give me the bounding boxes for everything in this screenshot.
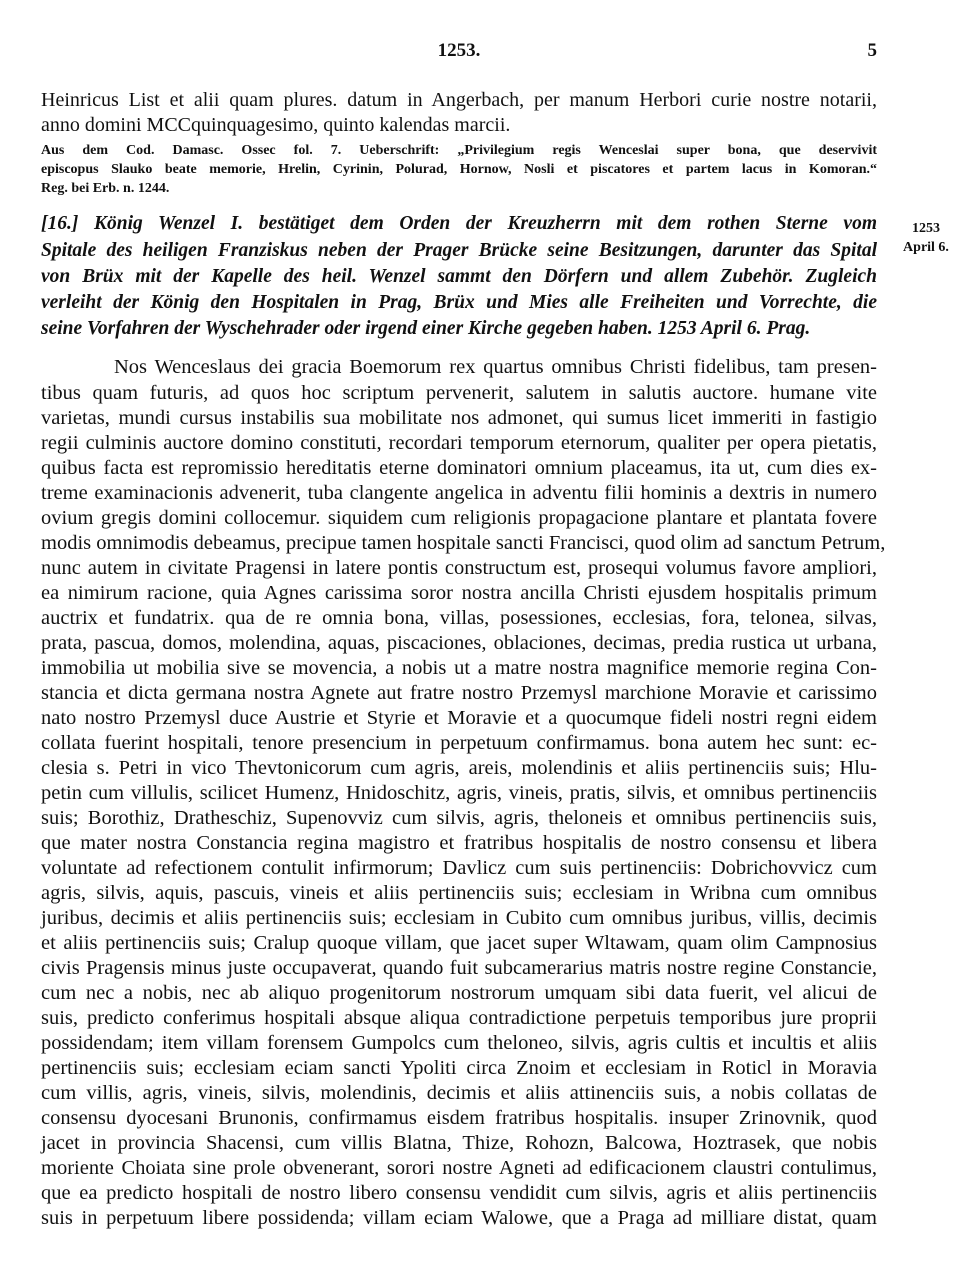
body-line: modis omnimodis debeamus, precipue tamen hospitale sancti Francisci, quod olim ad sanctum Petrum, — [41, 532, 886, 554]
body-line: cum nec a nobis, nec ab aliquo progenitorum nostrorum umquam sibi data fuerit, vel alicui de — [41, 982, 877, 1004]
body-line: immobilia ut mobilia sive se movencia, a nobis ut a matre nostra magnifice memorie regina Con- — [41, 657, 877, 679]
body-line: et aliis pertinenciis suis; Cralup quoque villam, que jacet super Wltawam, quam olim Campnosius — [41, 932, 877, 954]
body-line: tibus quam futuris, ad quos hoc scriptum pervenerit, salutem in salutis auctore. humane vite — [41, 382, 877, 404]
note-line: Reg. bei Erb. n. 1244. — [41, 181, 170, 196]
rubric-line: verleiht der König den Hospitalen in Prag, Brüx und Mies alle Freiheiten und Vorrechte, die — [41, 292, 877, 313]
text-line: anno domini MCCquinquagesimo, quinto kalendas marcii. — [41, 114, 511, 136]
body-line: voluntate ad refectionem contulit infirmorum; Davlicz cum suis pertinenciis: Dobrichovvicz cum — [41, 857, 877, 879]
body-line: consensu dyocesani Brunonis, confirmamus eisdem fratribus hospitalis. insuper Zrinovnik, quod — [41, 1107, 877, 1129]
body-line: clesia s. Petri in vico Thevtonicorum cum agris, areis, molendinis et aliis pertinenciis suis; Hlu- — [41, 757, 877, 779]
body-line: que mater nostra Constancia regina magistro et fratribus hospitalis de nostro consensu et libera — [41, 832, 877, 854]
rubric-line: von Brüx mit der Kapelle des heil. Wenzel sammt den Dörfern und allem Zubehör. Zugleich — [41, 266, 877, 287]
body-line: petin cum villulis, scilicet Humenz, Hnidoschitz, agris, vineis, pratis, silvis, et omnibus pertinenciis — [41, 782, 877, 804]
body-line: cum villis, agris, vineis, silvis, molendinis, decimis et aliis attinenciis suis, a nobis collatas de — [41, 1082, 877, 1104]
body-line: suis in perpetuum libere possidenda; villam eciam Walowe, que a Praga ad milliare distat, quam — [41, 1207, 877, 1229]
body-line: nato nostro Przemysl duce Austrie et Styrie et Moravie et a quocumque fideli nostri regni eidem — [41, 707, 877, 729]
body-line: auctrix et fundatrix. qua de re omnia bona, villas, posessiones, ecclesias, fora, telonea, silvas, — [41, 607, 877, 629]
body-line: juribus, decimis et aliis pertinenciis suis; ecclesiam in Cubito cum omnibus juribus, villis, decimis — [41, 907, 877, 929]
body-line: nunc autem in civitate Pragensi in latere pontis constructum est, prosequi volumus favore ampliori, — [41, 557, 877, 579]
body-line: ovium gregis domini collocemur. siquidem cum religionis propagacione plantare et plantata fovere — [41, 507, 877, 529]
margin-date-year: 1253 — [912, 221, 940, 236]
rubric-line: [16.] König Wenzel I. bestätiget dem Orden der Kreuzherrn mit dem rothen Sterne vom — [41, 213, 877, 234]
body-line: possidendam; item villam forensem Gumpolcs cum theloneo, silvis, agris cultis et incultis et aliis — [41, 1032, 877, 1054]
body-line: suis, predicto conferimus hospitali absque aliqua contradictione perpetuis temporibus jure proprii — [41, 1007, 877, 1029]
body-line: prata, pascua, domos, molendina, aquas, piscaciones, oblaciones, decimas, predia rustica ut urbana, — [41, 632, 877, 654]
body-line: Nos Wenceslaus dei gracia Boemorum rex quartus omnibus Christi fidelibus, tam presen- — [114, 356, 877, 378]
body-line: regii culminis auctore domino constituti, recordari temporum eternorum, qualiter per opera pietatis, — [41, 432, 877, 454]
body-line: moriente Choiata sine prole obvenerant, sorori nostre Agneti ad edificacionem claustri contulimus, — [41, 1157, 877, 1179]
running-head — [41, 40, 877, 68]
body-line: quibus facta est repromissio hereditatis eterne dominatori omnium placeamus, ita ut, cum dies ex- — [41, 457, 877, 479]
note-line: Aus dem Cod. Damasc. Ossec fol. 7. Ueberschrift: „Privilegium regis Wenceslai super bona, que deservivit — [41, 143, 877, 158]
body-line: civis Pragensis minus juste occupaverat, quando fuit subcamerarius matris nostre regine Constancie, — [41, 957, 877, 979]
page-number: 5 — [867, 40, 877, 61]
rubric-line: Spitale des heiligen Franziskus neben der Prager Brücke seine Besitzungen, darunter das Spital — [41, 240, 877, 261]
note-line: episcopus Slauko beate memorie, Hrelin, Cyrinin, Polurad, Hornow, Nosli et piscatores et partem lacus in Komoran.“ — [41, 162, 877, 177]
body-line: pertinenciis suis; ecclesiam eciam sancti Ypoliti circa Znoim et ecclesiam in Roticl in Moravia — [41, 1057, 877, 1079]
body-line: ea nimirum racione, quia Agnes carissima soror nostra ancilla Christi ejusdem hospitalis primum — [41, 582, 877, 604]
body-line: treme examinacionis advenerit, tuba clangente angelica in adventu filii hominis a dextris in numero — [41, 482, 877, 504]
rubric-line: seine Vorfahren der Wyschehrader oder irgend einer Kirche gegeben haben. 1253 April 6. Prag. — [41, 318, 811, 339]
margin-date — [896, 219, 956, 257]
body-line: varietas, mundi cursus instabilis sua mobilitate nos admonet, qui sumus licet immeriti in fastigio — [41, 407, 877, 429]
body-line: agris, silvis, aquis, pascuis, vineis et aliis pertinenciis suis; ecclesiam in Wribna cum omnibus — [41, 882, 877, 904]
header-year: 1253. — [437, 40, 481, 61]
body-line: stancia et dicta germana nostra Agnete aut fratre nostro Przemysl marchione Moravie et carissimo — [41, 682, 877, 704]
body-line: suis; Borothiz, Dratheschiz, Supenovviz cum silvis, agris, theloneis et omnibus pertinenciis suis, — [41, 807, 877, 829]
text-line: Heinricus List et alii quam plures. datum in Angerbach, per manum Herbori curie nostre notarii, — [41, 89, 877, 111]
body-line: que ea predicto hospitali de nostro libero consensu vendidit cum silvis, agris et aliis pertinenciis — [41, 1182, 877, 1204]
margin-date-day: April 6. — [903, 240, 949, 255]
body-line: collata fuerint hospitali, tenore presencium in perpetuum confirmamus. bona autem hec sunt: ec- — [41, 732, 877, 754]
body-line: jacet in provincia Shacensi, cum villis Blatna, Thize, Rohozn, Balcowa, Hoztrasek, que nobis — [41, 1132, 877, 1154]
